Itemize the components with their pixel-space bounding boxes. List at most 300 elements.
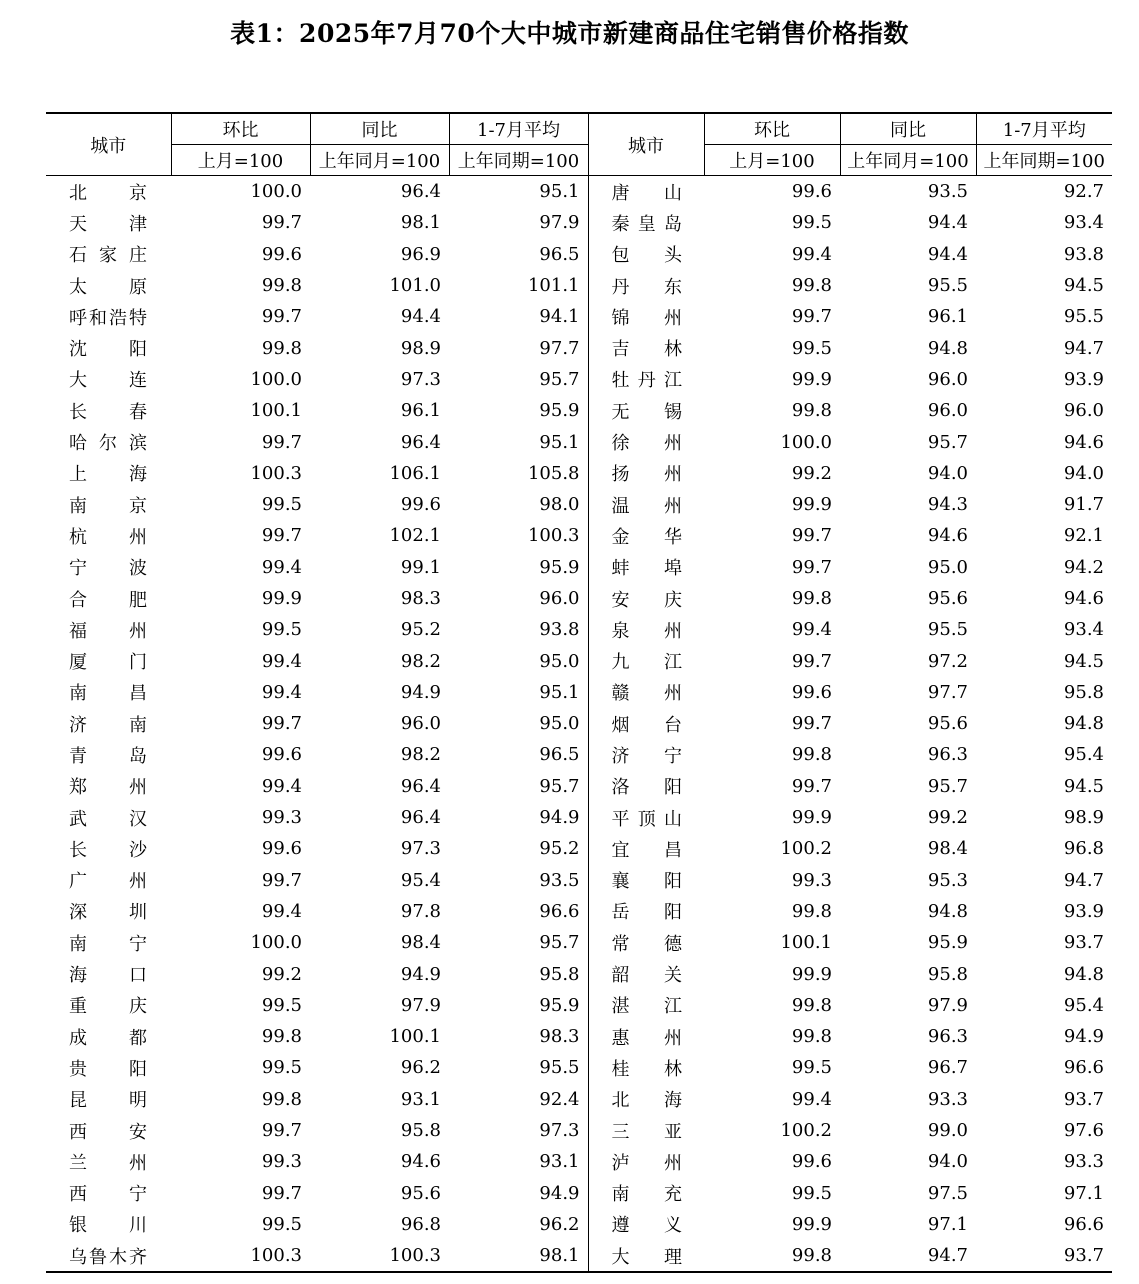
city-name: 扬州 xyxy=(588,458,704,489)
mom-value: 99.7 xyxy=(261,525,302,547)
table-body xyxy=(46,176,1112,1273)
avg-value: 100.3 xyxy=(527,525,580,547)
yoy-value: 96.9 xyxy=(400,243,441,265)
yoy-base-header: 上年同月=100 xyxy=(310,145,449,176)
yoy-value: 97.5 xyxy=(927,1182,968,1204)
mom-value: 99.9 xyxy=(791,1213,832,1235)
mom-value: 99.8 xyxy=(791,900,832,922)
avg-value: 93.1 xyxy=(539,1151,580,1173)
table-row xyxy=(46,708,1112,739)
table-row xyxy=(46,301,1112,332)
mom-value: 99.8 xyxy=(261,275,302,297)
yoy-value: 95.4 xyxy=(400,869,441,891)
avg-value: 96.0 xyxy=(539,588,580,609)
mom-value: 99.3 xyxy=(791,869,832,891)
avg-value: 91.7 xyxy=(1063,494,1104,516)
city-name: 常德 xyxy=(588,927,704,958)
mom-value: 99.8 xyxy=(261,1088,302,1110)
mom-value: 100.2 xyxy=(780,838,832,860)
table-row xyxy=(46,176,1112,208)
city-name: 沈阳 xyxy=(69,339,147,361)
mom-base-header: 上月=100 xyxy=(171,145,310,176)
city-name: 青岛 xyxy=(69,745,147,767)
yoy-value: 95.7 xyxy=(927,431,968,453)
mom-header: 环比 xyxy=(171,113,310,145)
avg-value: 94.9 xyxy=(539,807,580,829)
city-name: 安庆 xyxy=(588,583,704,614)
city-name: 烟台 xyxy=(588,708,704,739)
yoy-value: 96.0 xyxy=(927,368,968,390)
mom-value: 99.7 xyxy=(261,713,302,735)
avg-value: 95.9 xyxy=(539,400,580,422)
mom-value: 99.5 xyxy=(261,1213,302,1235)
mom-value: 100.0 xyxy=(250,368,302,390)
mom-value: 99.6 xyxy=(791,681,832,703)
yoy-value: 94.3 xyxy=(927,494,968,516)
mom-value: 99.4 xyxy=(261,775,302,797)
city-name: 蚌埠 xyxy=(588,552,704,583)
yoy-value: 95.3 xyxy=(927,869,968,891)
avg-value: 95.8 xyxy=(539,963,580,985)
mom-value: 99.4 xyxy=(261,900,302,922)
city-name: 南充 xyxy=(588,1178,704,1209)
mom-value: 99.7 xyxy=(261,431,302,453)
mom-value: 99.5 xyxy=(791,1057,832,1079)
yoy-value: 99.0 xyxy=(927,1120,968,1142)
city-name: 三亚 xyxy=(588,1115,704,1146)
mom-value: 99.4 xyxy=(261,650,302,672)
city-name: 湛江 xyxy=(588,990,704,1021)
mom-value: 99.9 xyxy=(791,494,832,516)
mom-value: 99.9 xyxy=(261,588,302,609)
city-name: 武汉 xyxy=(69,808,147,830)
city-name: 洛阳 xyxy=(588,771,704,802)
table-row xyxy=(46,771,1112,802)
yoy-value: 95.6 xyxy=(400,1182,441,1204)
table-row xyxy=(46,489,1112,520)
mom-value: 99.7 xyxy=(261,306,302,328)
avg-value: 94.5 xyxy=(1063,775,1104,797)
table-row xyxy=(46,677,1112,708)
table-row xyxy=(46,645,1112,676)
avg-base-header: 上年同期=100 xyxy=(976,145,1112,176)
mom-value: 99.7 xyxy=(791,775,832,797)
yoy-value: 97.9 xyxy=(927,994,968,1016)
yoy-value: 95.2 xyxy=(400,619,441,641)
avg-value: 93.8 xyxy=(539,619,580,641)
mom-value: 100.0 xyxy=(250,932,302,954)
mom-value: 100.3 xyxy=(250,1245,302,1267)
yoy-value: 98.2 xyxy=(400,744,441,766)
avg-value: 96.2 xyxy=(539,1213,580,1235)
yoy-value: 97.1 xyxy=(927,1213,968,1235)
avg-value: 93.5 xyxy=(539,869,580,891)
avg-value: 101.1 xyxy=(527,275,580,297)
mom-value: 100.0 xyxy=(780,431,832,453)
avg-value: 98.3 xyxy=(539,1026,580,1048)
yoy-value: 93.3 xyxy=(927,1088,968,1110)
table-row xyxy=(46,1240,1112,1272)
mom-value: 99.4 xyxy=(791,619,832,641)
city-name: 大理 xyxy=(588,1240,704,1272)
avg-value: 94.8 xyxy=(1063,713,1104,735)
city-name: 宜昌 xyxy=(588,833,704,864)
yoy-value: 97.3 xyxy=(400,368,441,390)
yoy-value: 94.8 xyxy=(927,900,968,922)
avg-value: 96.6 xyxy=(1063,1213,1104,1235)
avg-value: 93.7 xyxy=(1063,932,1104,954)
avg-value: 96.0 xyxy=(1063,400,1104,422)
city-name: 北京 xyxy=(69,182,147,204)
yoy-value: 100.3 xyxy=(389,1245,441,1267)
mom-value: 99.8 xyxy=(791,400,832,422)
city-name: 广州 xyxy=(69,871,147,893)
city-name: 宁波 xyxy=(69,558,147,580)
city-name: 秦皇岛 xyxy=(588,207,704,238)
city-name: 太原 xyxy=(69,276,147,298)
city-name: 西宁 xyxy=(69,1184,147,1206)
mom-value: 100.1 xyxy=(780,932,832,954)
yoy-value: 95.6 xyxy=(927,713,968,735)
mom-value: 99.5 xyxy=(261,1057,302,1079)
yoy-value: 94.0 xyxy=(927,462,968,484)
mom-value: 99.9 xyxy=(791,368,832,390)
yoy-value: 98.3 xyxy=(400,588,441,609)
avg-value: 95.7 xyxy=(539,775,580,797)
avg-value: 95.7 xyxy=(539,368,580,390)
yoy-value: 106.1 xyxy=(389,462,441,484)
mom-value: 99.6 xyxy=(791,181,832,203)
mom-value: 99.8 xyxy=(791,1026,832,1048)
city-name: 银川 xyxy=(69,1215,147,1237)
city-name: 九江 xyxy=(588,645,704,676)
avg-value: 93.9 xyxy=(1063,368,1104,390)
avg-value: 94.9 xyxy=(1063,1026,1104,1048)
avg-value: 95.2 xyxy=(539,838,580,860)
yoy-value: 100.1 xyxy=(389,1026,441,1048)
avg-value: 94.2 xyxy=(1063,556,1104,578)
table-row xyxy=(46,1052,1112,1083)
yoy-value: 98.1 xyxy=(400,212,441,234)
avg-value: 93.9 xyxy=(1063,900,1104,922)
yoy-value: 94.7 xyxy=(927,1245,968,1267)
avg-value: 93.4 xyxy=(1063,619,1104,641)
mom-value: 99.7 xyxy=(261,1120,302,1142)
yoy-value: 96.2 xyxy=(400,1057,441,1079)
yoy-value: 96.4 xyxy=(400,431,441,453)
table-row xyxy=(46,583,1112,614)
table-row xyxy=(46,364,1112,395)
yoy-value: 93.1 xyxy=(400,1088,441,1110)
avg-value: 94.0 xyxy=(1063,462,1104,484)
city-name: 成都 xyxy=(69,1027,147,1049)
yoy-value: 96.4 xyxy=(400,775,441,797)
mom-value: 99.6 xyxy=(261,838,302,860)
yoy-value: 98.9 xyxy=(400,337,441,359)
table-row xyxy=(46,332,1112,363)
avg-value: 95.5 xyxy=(1063,306,1104,328)
avg-value: 97.7 xyxy=(539,337,580,359)
yoy-value: 99.2 xyxy=(927,807,968,829)
mom-value: 99.8 xyxy=(791,275,832,297)
mom-value: 99.7 xyxy=(791,556,832,578)
yoy-value: 97.9 xyxy=(400,994,441,1016)
avg-value: 96.8 xyxy=(1063,838,1104,860)
city-name: 呼和浩特 xyxy=(69,307,147,329)
avg-value: 93.4 xyxy=(1063,212,1104,234)
yoy-value: 95.7 xyxy=(927,775,968,797)
mom-value: 100.3 xyxy=(250,462,302,484)
mom-value: 99.5 xyxy=(791,1182,832,1204)
mom-value: 99.6 xyxy=(791,1151,832,1173)
mom-value: 99.7 xyxy=(261,869,302,891)
city-name: 泸州 xyxy=(588,1146,704,1177)
mom-value: 100.1 xyxy=(250,400,302,422)
city-name: 乌鲁木齐 xyxy=(69,1246,147,1268)
city-name: 合肥 xyxy=(69,589,147,611)
yoy-value: 96.3 xyxy=(927,1026,968,1048)
avg-value: 95.0 xyxy=(539,650,580,672)
avg-value: 97.6 xyxy=(1063,1120,1104,1142)
city-name: 锦州 xyxy=(588,301,704,332)
table-row xyxy=(46,1084,1112,1115)
mom-value: 99.3 xyxy=(261,1151,302,1173)
city-name: 桂林 xyxy=(588,1052,704,1083)
city-name: 温州 xyxy=(588,489,704,520)
mom-value: 99.5 xyxy=(791,337,832,359)
avg-value: 92.1 xyxy=(1063,525,1104,547)
avg-value: 95.8 xyxy=(1063,681,1104,703)
city-name: 无锡 xyxy=(588,395,704,426)
mom-value: 99.2 xyxy=(261,963,302,985)
avg-value: 94.6 xyxy=(1063,431,1104,453)
mom-value: 99.8 xyxy=(791,1245,832,1267)
yoy-value: 95.8 xyxy=(400,1120,441,1142)
yoy-header: 同比 xyxy=(840,113,976,145)
city-name: 南宁 xyxy=(69,933,147,955)
mom-value: 99.7 xyxy=(791,650,832,672)
table-row xyxy=(46,458,1112,489)
yoy-value: 98.4 xyxy=(927,838,968,860)
table-row xyxy=(46,802,1112,833)
yoy-value: 94.0 xyxy=(927,1151,968,1173)
avg-header: 1-7月平均 xyxy=(976,113,1112,145)
avg-value: 98.0 xyxy=(539,494,580,516)
city-name: 重庆 xyxy=(69,996,147,1018)
city-header: 城市 xyxy=(46,113,171,176)
yoy-value: 101.0 xyxy=(389,275,441,297)
yoy-value: 97.8 xyxy=(400,900,441,922)
mom-value: 99.9 xyxy=(791,807,832,829)
yoy-value: 98.4 xyxy=(400,932,441,954)
avg-value: 95.1 xyxy=(539,431,580,453)
city-name: 兰州 xyxy=(69,1152,147,1174)
yoy-value: 96.1 xyxy=(927,306,968,328)
city-name: 济南 xyxy=(69,714,147,736)
avg-value: 94.9 xyxy=(539,1182,580,1204)
avg-value: 97.3 xyxy=(539,1120,580,1142)
avg-value: 94.7 xyxy=(1063,337,1104,359)
avg-value: 92.4 xyxy=(539,1088,580,1110)
avg-value: 95.9 xyxy=(539,556,580,578)
table-row xyxy=(46,520,1112,551)
mom-value: 99.4 xyxy=(791,243,832,265)
table-row xyxy=(46,1146,1112,1177)
mom-value: 99.7 xyxy=(791,525,832,547)
mom-value: 99.6 xyxy=(261,744,302,766)
mom-value: 99.7 xyxy=(791,713,832,735)
mom-value: 100.2 xyxy=(780,1120,832,1142)
yoy-value: 96.3 xyxy=(927,744,968,766)
yoy-value: 97.7 xyxy=(927,681,968,703)
city-name: 平顶山 xyxy=(588,802,704,833)
city-name: 吉林 xyxy=(588,332,704,363)
mom-value: 99.2 xyxy=(791,462,832,484)
mom-base-header: 上月=100 xyxy=(704,145,840,176)
avg-value: 98.9 xyxy=(1063,807,1104,829)
yoy-value: 96.4 xyxy=(400,807,441,829)
avg-base-header: 上年同期=100 xyxy=(449,145,588,176)
mom-value: 99.4 xyxy=(791,1088,832,1110)
yoy-value: 95.8 xyxy=(927,963,968,985)
yoy-value: 94.4 xyxy=(927,212,968,234)
yoy-value: 96.1 xyxy=(400,400,441,422)
yoy-value: 95.5 xyxy=(927,275,968,297)
yoy-base-header: 上年同月=100 xyxy=(840,145,976,176)
mom-value: 99.7 xyxy=(261,1182,302,1204)
table-row xyxy=(46,1209,1112,1240)
yoy-value: 96.8 xyxy=(400,1213,441,1235)
avg-value: 94.5 xyxy=(1063,650,1104,672)
city-name: 金华 xyxy=(588,520,704,551)
avg-value: 92.7 xyxy=(1063,181,1104,203)
yoy-value: 94.6 xyxy=(927,525,968,547)
city-name: 西安 xyxy=(69,1121,147,1143)
mom-value: 99.5 xyxy=(261,619,302,641)
table-row xyxy=(46,833,1112,864)
city-name: 唐山 xyxy=(588,176,704,208)
city-name: 遵义 xyxy=(588,1209,704,1240)
city-name: 南京 xyxy=(69,495,147,517)
avg-value: 95.4 xyxy=(1063,994,1104,1016)
yoy-value: 97.2 xyxy=(927,650,968,672)
mom-value: 99.8 xyxy=(261,337,302,359)
city-name: 深圳 xyxy=(69,902,147,924)
city-name: 韶关 xyxy=(588,958,704,989)
city-name: 南昌 xyxy=(69,683,147,705)
avg-value: 93.3 xyxy=(1063,1151,1104,1173)
table-row xyxy=(46,896,1112,927)
mom-value: 99.9 xyxy=(791,963,832,985)
avg-value: 95.7 xyxy=(539,932,580,954)
city-name: 上海 xyxy=(69,464,147,486)
avg-value: 96.6 xyxy=(1063,1057,1104,1079)
price-index-table xyxy=(46,112,1112,1273)
mom-value: 99.7 xyxy=(261,212,302,234)
avg-value: 96.5 xyxy=(539,744,580,766)
avg-value: 93.8 xyxy=(1063,243,1104,265)
yoy-value: 96.0 xyxy=(927,400,968,422)
yoy-value: 94.6 xyxy=(400,1151,441,1173)
yoy-value: 96.4 xyxy=(400,181,441,203)
table-title: 表1：2025年7月70个大中城市新建商品住宅销售价格指数 xyxy=(230,19,909,48)
city-name: 杭州 xyxy=(69,526,147,548)
avg-value: 98.1 xyxy=(539,1245,580,1267)
table-row xyxy=(46,207,1112,238)
city-name: 石家庄 xyxy=(69,245,147,267)
mom-value: 99.5 xyxy=(261,994,302,1016)
avg-value: 95.1 xyxy=(539,681,580,703)
city-name: 长春 xyxy=(69,401,147,423)
table-row xyxy=(46,552,1112,583)
avg-value: 93.7 xyxy=(1063,1245,1104,1267)
city-name: 牡丹江 xyxy=(588,364,704,395)
city-header: 城市 xyxy=(588,113,704,176)
city-name: 襄阳 xyxy=(588,865,704,896)
mom-value: 99.5 xyxy=(791,212,832,234)
city-name: 包头 xyxy=(588,239,704,270)
yoy-value: 94.9 xyxy=(400,963,441,985)
city-name: 贵阳 xyxy=(69,1058,147,1080)
city-name: 岳阳 xyxy=(588,896,704,927)
city-name: 郑州 xyxy=(69,777,147,799)
yoy-value: 93.5 xyxy=(927,181,968,203)
avg-value: 94.7 xyxy=(1063,869,1104,891)
mom-header: 环比 xyxy=(704,113,840,145)
table-row xyxy=(46,865,1112,896)
city-name: 赣州 xyxy=(588,677,704,708)
yoy-value: 96.7 xyxy=(927,1057,968,1079)
avg-value: 95.4 xyxy=(1063,744,1104,766)
table-row xyxy=(46,739,1112,770)
avg-value: 105.8 xyxy=(527,462,580,484)
avg-value: 95.9 xyxy=(539,994,580,1016)
yoy-value: 95.9 xyxy=(927,932,968,954)
table-row xyxy=(46,395,1112,426)
city-name: 济宁 xyxy=(588,739,704,770)
yoy-value: 94.4 xyxy=(400,306,441,328)
city-name: 惠州 xyxy=(588,1021,704,1052)
city-name: 长沙 xyxy=(69,839,147,861)
city-name: 福州 xyxy=(69,620,147,642)
yoy-value: 96.0 xyxy=(400,713,441,735)
mom-value: 99.3 xyxy=(261,807,302,829)
yoy-value: 99.6 xyxy=(400,494,441,516)
avg-value: 95.0 xyxy=(539,713,580,735)
table-row xyxy=(46,927,1112,958)
city-name: 天津 xyxy=(69,213,147,235)
table-row xyxy=(46,426,1112,457)
yoy-value: 94.9 xyxy=(400,681,441,703)
yoy-value: 95.5 xyxy=(927,619,968,641)
avg-value: 94.1 xyxy=(539,306,580,328)
mom-value: 99.4 xyxy=(261,681,302,703)
yoy-value: 94.4 xyxy=(927,243,968,265)
mom-value: 99.8 xyxy=(791,994,832,1016)
city-name: 丹东 xyxy=(588,270,704,301)
city-name: 大连 xyxy=(69,370,147,392)
avg-value: 94.5 xyxy=(1063,275,1104,297)
avg-value: 95.1 xyxy=(539,181,580,203)
table-row xyxy=(46,1178,1112,1209)
city-name: 海口 xyxy=(69,965,147,987)
city-name: 哈尔滨 xyxy=(69,433,147,455)
avg-value: 97.9 xyxy=(539,212,580,234)
mom-value: 99.7 xyxy=(791,306,832,328)
city-name: 厦门 xyxy=(69,652,147,674)
mom-value: 99.8 xyxy=(261,1026,302,1048)
avg-value: 96.5 xyxy=(539,243,580,265)
